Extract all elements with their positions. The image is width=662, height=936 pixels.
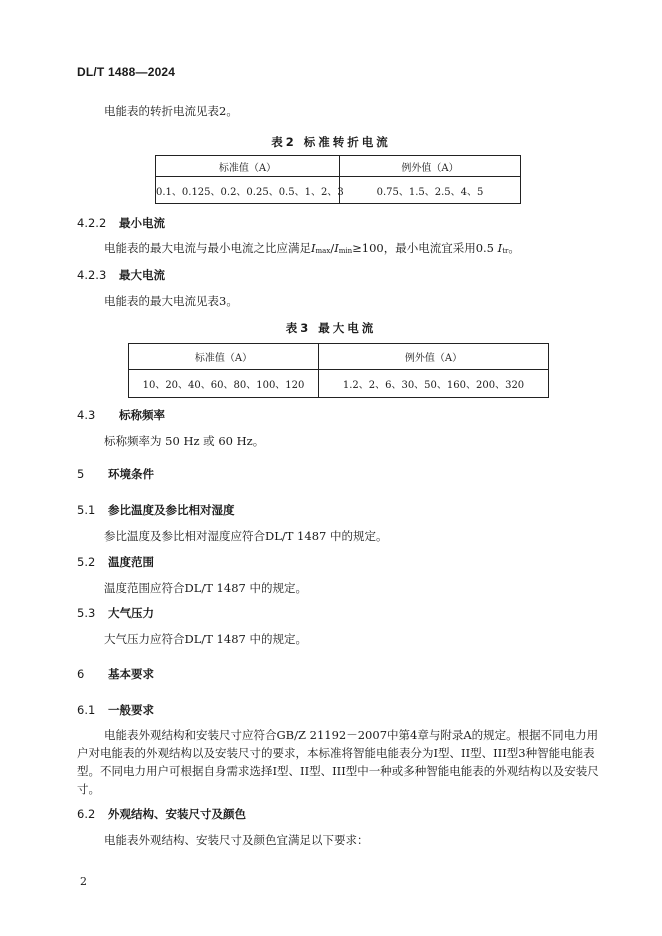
section-5-1-heading bbox=[77, 503, 235, 517]
section-number: 4.3 bbox=[77, 408, 96, 422]
section-number: 4.2.2 bbox=[77, 216, 107, 230]
section-number: 5 bbox=[77, 467, 85, 481]
section-6-2-text: 电能表外观结构、安装尺寸及颜色宜满足以下要求： bbox=[104, 833, 369, 847]
formula-current-symbol: I bbox=[334, 241, 339, 255]
section-5-2-text: 温度范围应符合DL/T 1487 中的规定。 bbox=[104, 581, 307, 595]
section-title: 外观结构、安装尺寸及颜色 bbox=[108, 807, 246, 821]
section-6-1-paragraph: 电能表外观结构和安装尺寸应符合GB/Z 21192－2007中第4章与附录A的规定。根据不同电力用户对电能表的外观结构以及安装尺寸的要求，本标准将智能电能表分为I型、II型、III型3种智能电能表型。不同电力用户可根据自身需求选择I型、II型、III型中一种或多种智能电能表的外观结构以及安装尺寸。 bbox=[77, 728, 599, 796]
section-number: 5.1 bbox=[77, 503, 96, 517]
table3 bbox=[128, 343, 549, 398]
section-5-1-text: 参比温度及参比相对湿度应符合DL/T 1487 中的规定。 bbox=[104, 529, 388, 543]
formula-subscript: tr bbox=[502, 247, 509, 255]
section-4-2-2-text bbox=[104, 241, 520, 258]
table3-col-standard: 标准值（A） bbox=[129, 344, 319, 370]
section-title: 环境条件 bbox=[108, 467, 154, 481]
formula-subscript: min bbox=[338, 247, 353, 255]
section-title: 最大电流 bbox=[119, 268, 165, 282]
table-row bbox=[156, 177, 521, 204]
formula-slash: / bbox=[330, 241, 335, 255]
section-6-heading bbox=[77, 667, 154, 681]
text-end: 。 bbox=[508, 241, 520, 255]
section-number: 5.3 bbox=[77, 606, 96, 620]
section-6-1-heading bbox=[77, 703, 154, 717]
document-code-header: DL/T 1488—2024 bbox=[77, 65, 176, 79]
section-4-3-text: 标称频率为 50 Hz 或 60 Hz。 bbox=[104, 434, 265, 448]
section-5-3-heading bbox=[77, 606, 154, 620]
section-4-2-3-heading bbox=[77, 268, 165, 282]
section-6-2-heading bbox=[77, 807, 246, 821]
section-5-heading bbox=[77, 467, 154, 481]
section-title: 最小电流 bbox=[119, 216, 165, 230]
section-5-2-heading bbox=[77, 555, 154, 569]
section-title: 参比温度及参比相对湿度 bbox=[108, 503, 235, 517]
table3-header-row bbox=[129, 344, 549, 370]
section-4-2-3-text: 电能表的最大电流见表3。 bbox=[104, 294, 238, 308]
section-5-3-text: 大气压力应符合DL/T 1487 中的规定。 bbox=[104, 632, 307, 646]
table3-caption: 表3 最大电流 bbox=[285, 321, 377, 335]
table2 bbox=[155, 155, 521, 204]
table2-cell-standard: 0.1、0.125、0.2、0.25、0.5、1、2、3 bbox=[156, 177, 340, 204]
section-title: 大气压力 bbox=[108, 606, 154, 620]
table2-header-row bbox=[156, 156, 521, 177]
section-number: 4.2.3 bbox=[77, 268, 107, 282]
formula-subscript: max bbox=[315, 247, 331, 255]
table3-cell-exception: 1.2、2、6、30、50、160、200、320 bbox=[319, 370, 549, 398]
table-row bbox=[129, 370, 549, 398]
text-prefix: 电能表的最大电流与最小电流之比应满足 bbox=[104, 241, 311, 255]
section-title: 温度范围 bbox=[108, 555, 154, 569]
section-number: 5.2 bbox=[77, 555, 96, 569]
table2-caption: 表2 标准转折电流 bbox=[271, 135, 391, 149]
section-number: 6 bbox=[77, 667, 85, 681]
page-number: 2 bbox=[80, 875, 87, 888]
formula-current-symbol: I bbox=[311, 241, 316, 255]
table3-cell-standard: 10、20、40、60、80、100、120 bbox=[129, 370, 319, 398]
section-4-3-heading bbox=[77, 408, 165, 422]
table3-col-exception: 例外值（A） bbox=[319, 344, 549, 370]
section-4-2-2-heading bbox=[77, 216, 165, 230]
table2-col-exception: 例外值（A） bbox=[340, 156, 521, 177]
section-number: 6.2 bbox=[77, 807, 96, 821]
table2-cell-exception: 0.75、1.5、2.5、4、5 bbox=[340, 177, 521, 204]
section-title: 基本要求 bbox=[108, 667, 154, 681]
table2-col-standard: 标准值（A） bbox=[156, 156, 340, 177]
intro-sentence: 电能表的转折电流见表2。 bbox=[104, 104, 238, 118]
formula-current-symbol: I bbox=[497, 241, 503, 255]
section-title: 标称频率 bbox=[119, 408, 165, 422]
section-number: 6.1 bbox=[77, 703, 96, 717]
section-title: 一般要求 bbox=[108, 703, 154, 717]
formula-tail: ≥100，最小电流宜采用0.5 bbox=[352, 241, 498, 255]
